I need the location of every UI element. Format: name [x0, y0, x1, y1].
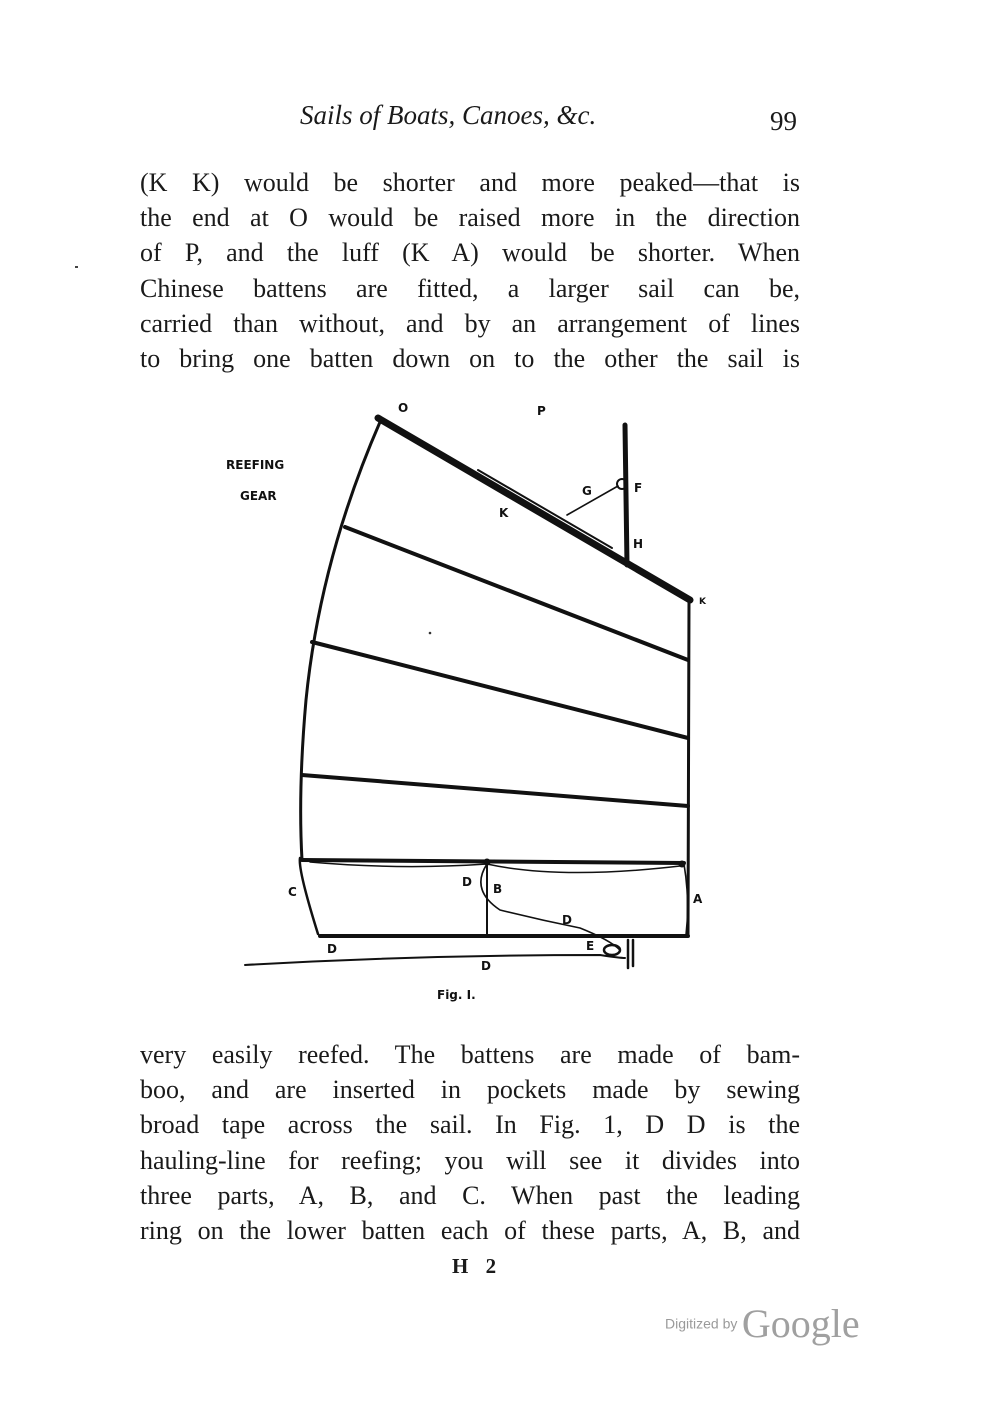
running-head: Sails of Boats, Canoes, &c. — [300, 100, 597, 130]
text-line-content: ring on the lower batten each of these parts, A, B, and — [140, 1215, 800, 1245]
digitized-watermark — [665, 1300, 860, 1347]
page-number: 99 — [770, 106, 797, 136]
batten — [302, 775, 688, 806]
label-h: H — [633, 537, 644, 551]
label-c: C — [288, 885, 297, 899]
scan-speck — [429, 632, 432, 635]
text-line-content: the end at O would be raised more in the direction — [140, 203, 800, 233]
halyard-g — [567, 486, 618, 515]
watermark-prefix: Digitized by — [665, 1315, 738, 1332]
label-d: D — [462, 875, 472, 889]
text-line — [140, 1072, 800, 1107]
leech — [688, 600, 689, 935]
text-line — [140, 1143, 800, 1178]
hauling-line-ground — [245, 955, 625, 965]
text-line — [140, 1213, 800, 1248]
text-line-content: three parts, A, B, and C. When past the leading — [140, 1180, 800, 1210]
ring — [679, 861, 685, 867]
text-line — [140, 1107, 800, 1142]
text-line-content: hauling-line for reefing; you will see it divides into — [140, 1145, 800, 1175]
label-p: P — [537, 404, 546, 418]
text-line — [140, 1178, 800, 1213]
text-line-content: to bring one batten down on to the other the sail is — [140, 343, 800, 373]
signature-mark: H 2 — [452, 1254, 503, 1278]
label-f: F — [634, 481, 643, 495]
text-line-content: boo, and are inserted in pockets made by sewing — [140, 1075, 800, 1105]
text-line-content: very easily reefed. The battens are made of bam- — [140, 1040, 800, 1069]
paragraph-bottom — [140, 1037, 800, 1248]
ring — [484, 859, 490, 865]
yard — [378, 418, 690, 600]
label-k: K — [499, 506, 509, 520]
cleat-e — [604, 945, 620, 955]
label-o: O — [398, 401, 409, 415]
label-e: E — [586, 939, 595, 953]
label-reefing: REEFING — [226, 458, 285, 472]
figure-caption: Fig. I. — [437, 988, 476, 1002]
batten — [312, 642, 688, 738]
text-line — [140, 1037, 800, 1072]
label-d: D — [562, 913, 572, 927]
batten — [302, 860, 684, 863]
label-k: K — [699, 597, 706, 607]
label-a: A — [693, 892, 703, 906]
text-line-content: of P, and the luff (K A) would be shorter. When — [140, 238, 800, 268]
watermark-brand: Google — [741, 1301, 860, 1346]
label-g: G — [582, 484, 592, 498]
label-gear: GEAR — [240, 489, 277, 503]
text-line-content: broad tape across the sail. In Fig. 1, D D is the — [140, 1110, 800, 1140]
mast — [625, 425, 627, 565]
label-b: B — [493, 882, 503, 896]
label-d: D — [481, 959, 491, 973]
part-c — [300, 858, 318, 934]
text-line-content: Chinese battens are fitted, a larger sail can be, — [140, 273, 800, 303]
text-line-content: (K K) would be shorter and more peaked—that is — [140, 168, 800, 197]
text-line-content: carried than without, and by an arrangement of lines — [140, 308, 800, 338]
label-d: D — [327, 942, 337, 956]
